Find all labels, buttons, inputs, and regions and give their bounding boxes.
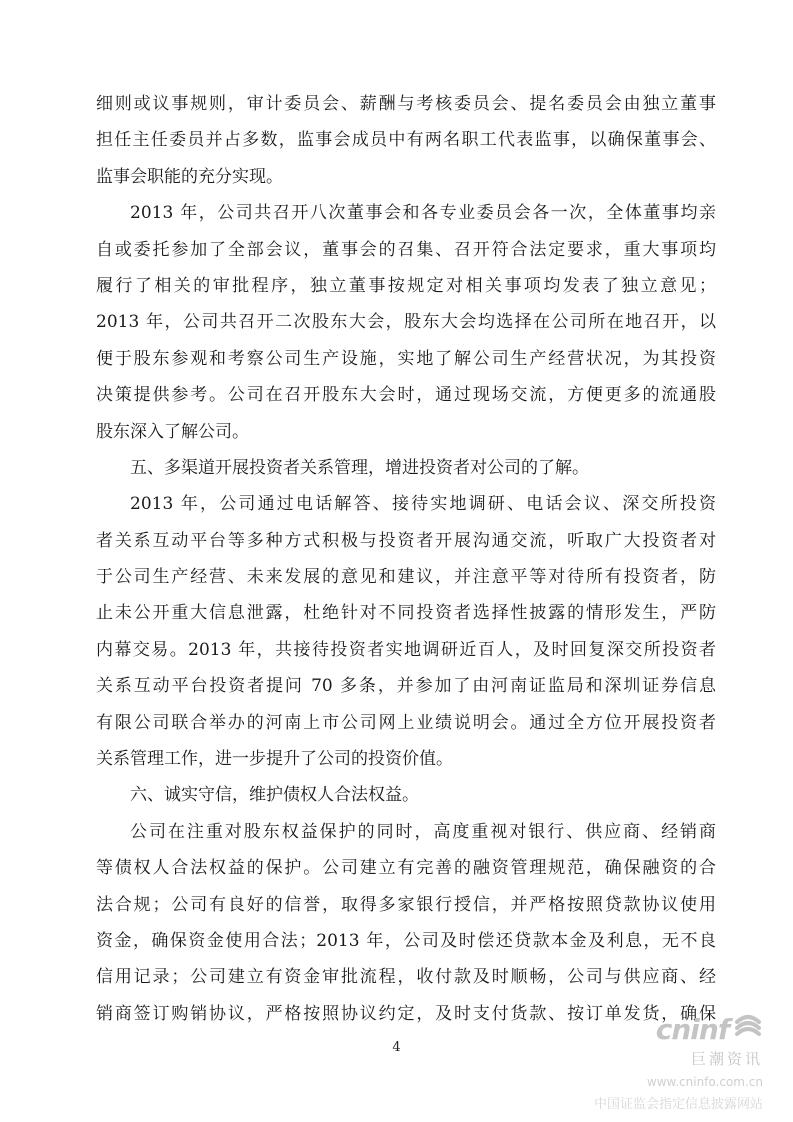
text-line: 担任主任委员并占多数，监事会成员中有两名职工代表监事，以确保董事会、 [96,130,716,151]
text-line: 股东深入了解公司。 [96,421,249,442]
watermark-url: www.cninfo.com.cn [646,1075,763,1089]
text-line: 等债权人合法权益的保护。公司建立有完善的融资管理规范，确保融资的合 [96,858,716,879]
cninfo-watermark [563,1012,763,1112]
text-line: 决策提供参考。公司在召开股东大会时，通过现场交流，方便更多的流通股 [96,385,716,406]
watermark-brand-cn: 巨潮资讯 [690,1050,763,1068]
text-line: 2013 年，公司共召开八次董事会和各专业委员会各一次，全体董事均亲 [130,203,716,224]
text-line: 内幕交易。2013 年，共接待投资者实地调研近百人，及时回复深交所投资者 [96,639,716,660]
text-line: 销商签订购销协议，严格按照协议约定，及时支付货款、按订单发货，确保 [96,1003,716,1024]
text-line: 2013 年，公司共召开二次股东大会，股东大会均选择在公司所在地召开，以 [96,312,716,333]
text-line: 公司在注重对股东权益保护的同时，高度重视对银行、供应商、经销商 [130,821,716,842]
text-line: 五、多渠道开展投资者关系管理，增进投资者对公司的了解。 [130,457,589,478]
text-line: 有限公司联合举办的河南上市公司网上业绩说明会。通过全方位开展投资者 [96,712,716,733]
text-line: 细则或议事规则，审计委员会、薪酬与考核委员会、提名委员会由独立董事 [96,94,716,114]
text-line: 法合规；公司有良好的信誉，取得多家银行授信，并严格按照贷款协议使用 [96,894,716,915]
text-line: 自或委托参加了全部会议，董事会的召集、召开符合法定要求，重大事项均 [96,239,716,260]
document-body [96,86,716,1032]
watermark-logo-row [563,1012,763,1046]
watermark-slogan: 中国证监会指定信息披露网站 [593,1097,763,1112]
text-line: 2013 年，公司通过电话解答、接待实地调研、电话会议、深交所投资 [130,494,716,515]
text-line: 信用记录；公司建立有资金审批流程，收付款及时顺畅，公司与供应商、经 [96,967,716,988]
text-line: 于公司生产经营、未来发展的意见和建议，并注意平等对待所有投资者，防 [96,567,716,588]
text-line: 资金，确保资金使用合法；2013 年，公司及时偿还贷款本金及利息，无不良 [96,930,716,951]
text-line: 关系互动平台投资者提问 70 多条，并参加了由河南证监局和深圳证券信息 [96,676,716,697]
page-number: 4 [392,1040,401,1055]
text-line: 者关系互动平台等多种方式积极与投资者开展沟通交流，听取广大投资者对 [96,530,716,551]
text-line: 履行了相关的审批程序，独立董事按规定对相关事项均发表了独立意见； [96,275,716,296]
text-line: 止未公开重大信息泄露，杜绝针对不同投资者选择性披露的情形发生，严防 [96,603,716,624]
watermark-brand: cninf [655,1012,729,1046]
text-line: 关系管理工作，进一步提升了公司的投资价值。 [96,749,453,770]
swirl-logo-icon [733,1014,763,1044]
text-line: 六、诚实守信，维护债权人合法权益。 [130,785,419,806]
text-line: 监事会职能的充分实现。 [96,166,283,187]
text-line: 便于股东参观和考察公司生产设施，实地了解公司生产经营状况，为其投资 [96,348,716,369]
